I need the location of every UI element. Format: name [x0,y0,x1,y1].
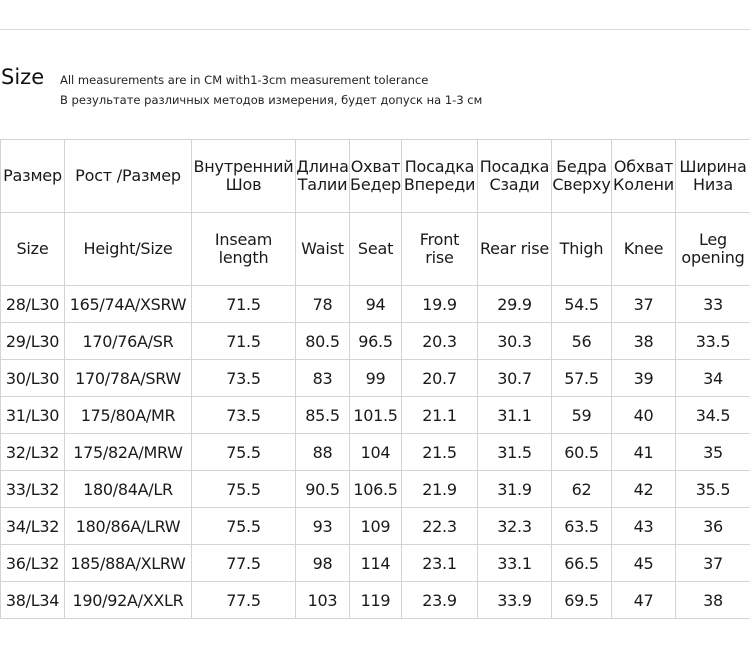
table-cell: 59 [552,397,612,434]
header-cell [296,213,350,286]
header-label: Бедра [556,157,607,176]
table-cell: 66.5 [552,545,612,582]
size-chart-body [1,140,750,619]
table-cell: 36/L32 [1,545,65,582]
table-cell: 94 [350,286,402,323]
table-cell: 85.5 [296,397,350,434]
table-cell: 170/78A/SRW [65,360,192,397]
table-row [1,323,750,360]
header-label: Внутренний [193,157,294,176]
header-cell [1,213,65,286]
table-cell: 32/L32 [1,434,65,471]
header-cell [402,213,478,286]
table-cell: 83 [296,360,350,397]
header-cell [350,213,402,286]
header-label: Ширина [679,157,747,176]
table-cell: 41 [612,434,676,471]
table-cell: 114 [350,545,402,582]
header-label: Сверху [552,175,611,194]
table-cell: 30/L30 [1,360,65,397]
table-cell: 47 [612,582,676,619]
table-cell: 42 [612,471,676,508]
header-label: Сзади [489,175,540,194]
table-row [1,434,750,471]
table-cell: 38 [612,323,676,360]
table-cell: 31.9 [478,471,552,508]
table-cell: 77.5 [192,582,296,619]
table-cell: 75.5 [192,434,296,471]
table-cell: 60.5 [552,434,612,471]
header-label: Шов [225,175,262,194]
table-cell: 180/84A/LR [65,471,192,508]
table-cell: 98 [296,545,350,582]
table-cell: 35.5 [676,471,750,508]
header-cell [552,213,612,286]
table-cell: 104 [350,434,402,471]
table-cell: 75.5 [192,471,296,508]
table-row [1,286,750,323]
header-cell [676,213,750,286]
table-cell: 35 [676,434,750,471]
table-cell: 57.5 [552,360,612,397]
header-label: Бедер [350,175,401,194]
header-label: Height/Size [83,239,173,258]
header-label: Рост /Размер [75,166,181,185]
table-cell: 37 [676,545,750,582]
header-cell [478,213,552,286]
header-label: Waist [301,239,344,258]
header-label: Обхват [613,157,674,176]
table-cell: 78 [296,286,350,323]
table-cell: 38/L34 [1,582,65,619]
top-divider [0,29,750,30]
table-cell: 20.3 [402,323,478,360]
header-label: Seat [357,239,394,258]
table-cell: 175/80A/MR [65,397,192,434]
table-cell: 38 [676,582,750,619]
table-cell: 69.5 [552,582,612,619]
header-row-en [1,213,750,286]
header-cell [65,213,192,286]
table-row [1,545,750,582]
header-cell [612,213,676,286]
header-cell [676,140,750,213]
table-cell: 21.9 [402,471,478,508]
table-cell: 23.9 [402,582,478,619]
table-cell: 40 [612,397,676,434]
table-cell: 45 [612,545,676,582]
table-cell: 119 [350,582,402,619]
header-label: Талии [297,175,348,194]
table-cell: 33.9 [478,582,552,619]
header-row-ru [1,140,750,213]
header-cell [402,140,478,213]
table-cell: 56 [552,323,612,360]
table-cell: 77.5 [192,545,296,582]
table-cell: 71.5 [192,323,296,360]
table-cell: 36 [676,508,750,545]
table-cell: 109 [350,508,402,545]
header-cell [192,140,296,213]
table-cell: 185/88A/XLRW [65,545,192,582]
table-cell: 73.5 [192,360,296,397]
table-cell: 165/74A/XSRW [65,286,192,323]
table-cell: 21.5 [402,434,478,471]
header-cell [65,140,192,213]
table-cell: 31.1 [478,397,552,434]
header-label: Колени [613,175,674,194]
table-cell: 34/L32 [1,508,65,545]
header-cell [612,140,676,213]
table-cell: 32.3 [478,508,552,545]
table-cell: 34.5 [676,397,750,434]
table-cell: 103 [296,582,350,619]
table-row [1,397,750,434]
table-cell: 106.5 [350,471,402,508]
table-cell: 31/L30 [1,397,65,434]
header-label: Size [16,239,49,258]
table-cell: 22.3 [402,508,478,545]
table-row [1,582,750,619]
table-row [1,360,750,397]
table-row [1,508,750,545]
table-cell: 19.9 [402,286,478,323]
header-label: Knee [623,239,664,258]
table-cell: 30.3 [478,323,552,360]
table-cell: 33/L32 [1,471,65,508]
table-cell: 75.5 [192,508,296,545]
table-cell: 21.1 [402,397,478,434]
header-label: rise [425,248,454,267]
table-cell: 31.5 [478,434,552,471]
table-cell: 34 [676,360,750,397]
tolerance-note-ru: В результате различных методов измерения, будет допуск на 1-3 см [60,93,483,107]
header-label: Охват [350,157,401,176]
table-cell: 101.5 [350,397,402,434]
header-label: Впереди [403,175,476,194]
header-label: opening [681,248,745,267]
header-label: Посадка [479,157,550,176]
header-cell [350,140,402,213]
tolerance-note-en: All measurements are in CM with1-3cm measurement tolerance [60,73,429,87]
table-cell: 39 [612,360,676,397]
table-cell: 20.7 [402,360,478,397]
header-label: Front [419,230,460,249]
header-label: Thigh [559,239,604,258]
header-label: Rear rise [479,239,550,258]
table-cell: 23.1 [402,545,478,582]
size-chart-table [0,139,750,619]
header-cell [192,213,296,286]
table-cell: 33.5 [676,323,750,360]
table-cell: 175/82A/MRW [65,434,192,471]
table-cell: 29.9 [478,286,552,323]
table-cell: 71.5 [192,286,296,323]
table-cell: 54.5 [552,286,612,323]
header-label: Inseam [214,230,273,249]
table-cell: 33 [676,286,750,323]
table-cell: 180/86A/LRW [65,508,192,545]
table-row [1,471,750,508]
table-cell: 63.5 [552,508,612,545]
table-cell: 190/92A/XXLR [65,582,192,619]
header-label: Длина [296,157,349,176]
header-cell [478,140,552,213]
page-title: Size [1,65,45,89]
table-cell: 93 [296,508,350,545]
table-cell: 80.5 [296,323,350,360]
table-cell: 90.5 [296,471,350,508]
table-cell: 30.7 [478,360,552,397]
header-label: length [218,248,269,267]
table-cell: 37 [612,286,676,323]
table-cell: 170/76A/SR [65,323,192,360]
table-cell: 73.5 [192,397,296,434]
header-label: Leg [698,230,728,249]
table-cell: 96.5 [350,323,402,360]
header-cell [552,140,612,213]
table-cell: 28/L30 [1,286,65,323]
table-cell: 43 [612,508,676,545]
table-cell: 99 [350,360,402,397]
table-cell: 29/L30 [1,323,65,360]
header-cell [296,140,350,213]
table-cell: 33.1 [478,545,552,582]
header-label: Посадка [404,157,475,176]
table-cell: 62 [552,471,612,508]
table-cell: 88 [296,434,350,471]
header-label: Низа [693,175,733,194]
header-label: Размер [3,166,62,185]
header-cell [1,140,65,213]
